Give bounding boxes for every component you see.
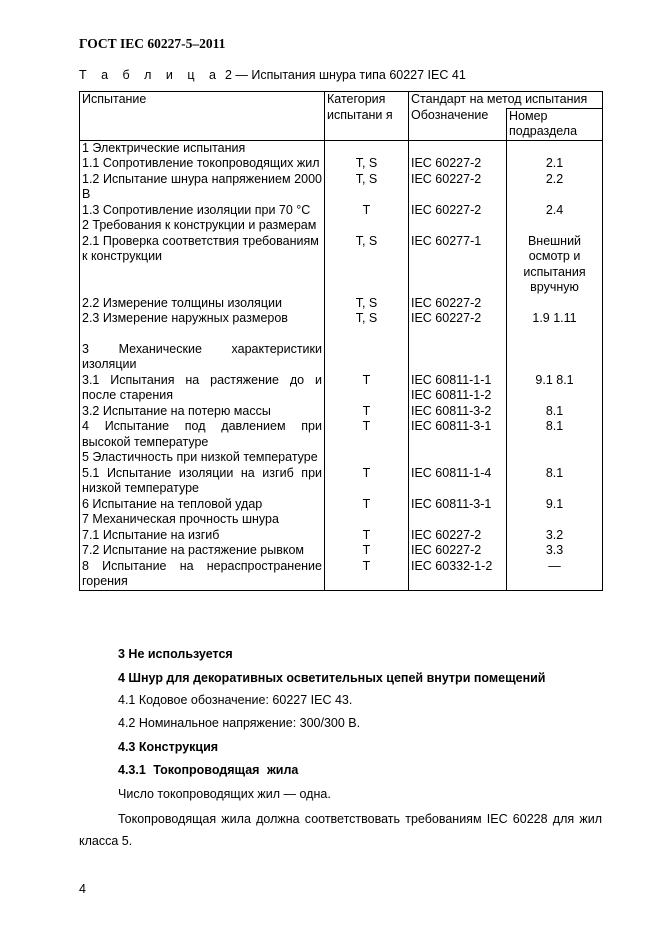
cell-designation: IEC 60332-1-2	[409, 559, 507, 591]
table-row	[80, 404, 603, 420]
section-4-3-1-heading: 4.3.1 Токопроводящая жила	[118, 763, 299, 777]
cell-subsection	[507, 218, 603, 234]
cell-designation: IEC 60811-1-4	[409, 466, 507, 497]
cell-designation: IEC 60277-1	[409, 234, 507, 296]
cell-designation	[409, 450, 507, 466]
table-row	[80, 311, 603, 327]
cell-designation	[409, 327, 507, 342]
document-header: ГОСТ IEC 60227-5–2011	[79, 36, 226, 51]
cell-designation: IEC 60811-1-1 IEC 60811-1-2	[409, 373, 507, 404]
cell-category: T	[325, 373, 409, 404]
cell-category: T, S	[325, 311, 409, 327]
paragraph-4-1: 4.1 Кодовое обозначение: 60227 IEC 43.	[118, 693, 353, 707]
cell-subsection	[507, 140, 603, 156]
cell-designation: IEC 60227-2	[409, 296, 507, 312]
cell-test: 5.1 Испытание изоляции на изгиб при низкой температуре	[80, 466, 325, 497]
cell-subsection: 8.1	[507, 404, 603, 420]
section-4-heading: 4 Шнур для декоративных осветительных цепей внутри помещений	[118, 671, 546, 685]
table-row	[80, 140, 603, 156]
cell-subsection: 3.2	[507, 528, 603, 544]
cell-subsection	[507, 450, 603, 466]
table-row	[80, 559, 603, 591]
table-row	[80, 528, 603, 544]
table-row	[80, 156, 603, 172]
cell-subsection: 2.4	[507, 203, 603, 219]
cell-subsection: 1.9 1.11	[507, 311, 603, 327]
cell-test: 5 Эластичность при низкой температуре	[80, 450, 325, 466]
cell-test: 2 Требования к конструкции и размерам	[80, 218, 325, 234]
table-row	[80, 497, 603, 513]
paragraph-4-2: 4.2 Номинальное напряжение: 300/300 В.	[118, 716, 361, 730]
col-header-standard: Стандарт на метод испытания	[409, 92, 603, 109]
cell-test: 4 Испытание под давлением при высокой температуре	[80, 419, 325, 450]
section-4-3-heading: 4.3 Конструкция	[118, 740, 219, 754]
cell-category: T, S	[325, 156, 409, 172]
cell-category: T, S	[325, 234, 409, 296]
paragraph-conductor-requirements: Токопроводящая жила должна соответствовать требованиям IEC 60228 для жил класса 5.	[79, 812, 602, 848]
cell-test: 1.1 Сопротивление токопроводящих жил	[80, 156, 325, 172]
col-header-subsection: Номер подраздела	[507, 108, 603, 140]
table-row	[80, 419, 603, 450]
cell-test	[80, 327, 325, 342]
cell-test: 1.2 Испытание шнура напряжением 2000 В	[80, 172, 325, 203]
col-header-category: Категория испытани я	[325, 92, 409, 141]
cell-category	[325, 342, 409, 373]
cell-category	[325, 512, 409, 528]
cell-category: T, S	[325, 296, 409, 312]
cell-designation: IEC 60227-2	[409, 528, 507, 544]
cell-subsection: 9.1 8.1	[507, 373, 603, 404]
tests-table	[79, 91, 603, 591]
cell-test: 7 Механическая прочность шнура	[80, 512, 325, 528]
table-row	[80, 172, 603, 203]
cell-designation: IEC 60811-3-1	[409, 497, 507, 513]
cell-subsection: 8.1	[507, 466, 603, 497]
cell-category: T	[325, 543, 409, 559]
cell-test: 6 Испытание на тепловой удар	[80, 497, 325, 513]
table-row	[80, 450, 603, 466]
cell-designation: IEC 60227-2	[409, 172, 507, 203]
cell-test: 7.2 Испытание на растяжение рывком	[80, 543, 325, 559]
cell-category: T	[325, 528, 409, 544]
cell-test: 1 Электрические испытания	[80, 140, 325, 156]
cell-category: T	[325, 404, 409, 420]
cell-category: T	[325, 203, 409, 219]
table-caption	[79, 68, 466, 82]
cell-test: 3.1 Испытания на растяжение до и после старения	[80, 373, 325, 404]
cell-subsection: 2.1	[507, 156, 603, 172]
cell-subsection	[507, 512, 603, 528]
cell-test: 2.2 Измерение толщины изоляции	[80, 296, 325, 312]
cell-subsection: 2.2	[507, 172, 603, 203]
table-caption-prefix: Т а б л и ц а	[79, 68, 222, 82]
cell-category	[325, 218, 409, 234]
cell-category	[325, 327, 409, 342]
table-row	[80, 373, 603, 404]
cell-category: T	[325, 466, 409, 497]
col-header-designation: Обозначение	[409, 108, 507, 140]
cell-designation	[409, 218, 507, 234]
cell-subsection: Внешний осмотр и испытания вручную	[507, 234, 603, 296]
cell-subsection: 9.1	[507, 497, 603, 513]
cell-designation: IEC 60227-2	[409, 543, 507, 559]
cell-designation: IEC 60811-3-1	[409, 419, 507, 450]
cell-subsection: 8.1	[507, 419, 603, 450]
cell-subsection: 3.3	[507, 543, 603, 559]
table-row	[80, 512, 603, 528]
paragraph-conductor-count: Число токопроводящих жил — одна.	[118, 787, 331, 801]
table-row	[80, 543, 603, 559]
page-number: 4	[79, 882, 86, 896]
cell-designation: IEC 60811-3-2	[409, 404, 507, 420]
table-row	[80, 234, 603, 296]
table-row	[80, 203, 603, 219]
cell-designation: IEC 60227-2	[409, 311, 507, 327]
cell-test: 2.1 Проверка соответствия требованиям к конструкции	[80, 234, 325, 296]
cell-category	[325, 450, 409, 466]
cell-test: 1.3 Сопротивление изоляции при 70 °С	[80, 203, 325, 219]
cell-subsection	[507, 327, 603, 342]
cell-test: 7.1 Испытание на изгиб	[80, 528, 325, 544]
table-caption-text: 2 — Испытания шнура типа 60227 IEC 41	[221, 68, 466, 82]
cell-test: 8 Испытание на нераспространение горения	[80, 559, 325, 591]
cell-designation	[409, 140, 507, 156]
table-row	[80, 327, 603, 342]
cell-category: T, S	[325, 172, 409, 203]
col-header-test: Испытание	[80, 92, 325, 141]
cell-subsection: —	[507, 559, 603, 591]
cell-designation	[409, 342, 507, 373]
cell-subsection	[507, 296, 603, 312]
cell-category: T	[325, 497, 409, 513]
table-row	[80, 466, 603, 497]
table-row	[80, 218, 603, 234]
cell-test: 2.3 Измерение наружных размеров	[80, 311, 325, 327]
section-3-heading: 3 Не используется	[118, 647, 233, 661]
cell-designation	[409, 512, 507, 528]
table-row	[80, 342, 603, 373]
cell-designation: IEC 60227-2	[409, 156, 507, 172]
cell-test: 3 Механические характеристики изоляции	[80, 342, 325, 373]
cell-designation: IEC 60227-2	[409, 203, 507, 219]
cell-subsection	[507, 342, 603, 373]
cell-category: T	[325, 559, 409, 591]
cell-category	[325, 140, 409, 156]
table-row	[80, 296, 603, 312]
cell-category: T	[325, 419, 409, 450]
cell-test: 3.2 Испытание на потерю массы	[80, 404, 325, 420]
